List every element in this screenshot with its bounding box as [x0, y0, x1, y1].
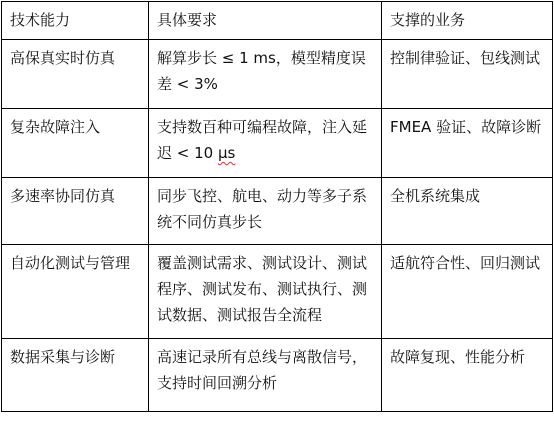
- capability-cell: 多速率协同仿真: [2, 178, 149, 245]
- requirement-cell: [149, 109, 382, 178]
- requirement-cell: 高速记录所有总线与离散信号，支持时间回溯分析: [149, 339, 382, 412]
- requirement-cell: 解算步长 ≤ 1 ms，模型精度误差 < 3%: [149, 40, 382, 109]
- capability-cell: 复杂故障注入: [2, 109, 149, 178]
- business-cell: 适航符合性、回归测试: [382, 245, 553, 339]
- capability-cell: 数据采集与诊断: [2, 339, 149, 412]
- table-row: [2, 178, 553, 245]
- capability-cell: 高保真实时仿真: [2, 40, 149, 109]
- header-capability: 技术能力: [2, 2, 149, 40]
- business-cell: 控制律验证、包线测试: [382, 40, 553, 109]
- spellcheck-flagged-unit: μs: [217, 144, 236, 162]
- requirement-cell: 覆盖测试需求、测试设计、测试程序、测试发布、测试执行、测试数据、测试报告全流程: [149, 245, 382, 339]
- header-requirement: 具体要求: [149, 2, 382, 40]
- capability-cell: 自动化测试与管理: [2, 245, 149, 339]
- business-cell: 故障复现、性能分析: [382, 339, 553, 412]
- header-business: 支撑的业务: [382, 2, 553, 40]
- requirement-cell: 同步飞控、航电、动力等多子系统不同仿真步长: [149, 178, 382, 245]
- table-row: [2, 245, 553, 339]
- table-header-row: [2, 2, 553, 40]
- capability-table: [1, 1, 553, 412]
- requirement-text: 支持数百种可编程故障，注入延迟 < 10: [157, 118, 368, 162]
- business-cell: FMEA 验证、故障诊断: [382, 109, 553, 178]
- business-cell: 全机系统集成: [382, 178, 553, 245]
- table-row: [2, 109, 553, 178]
- table-row: [2, 40, 553, 109]
- table-row: [2, 339, 553, 412]
